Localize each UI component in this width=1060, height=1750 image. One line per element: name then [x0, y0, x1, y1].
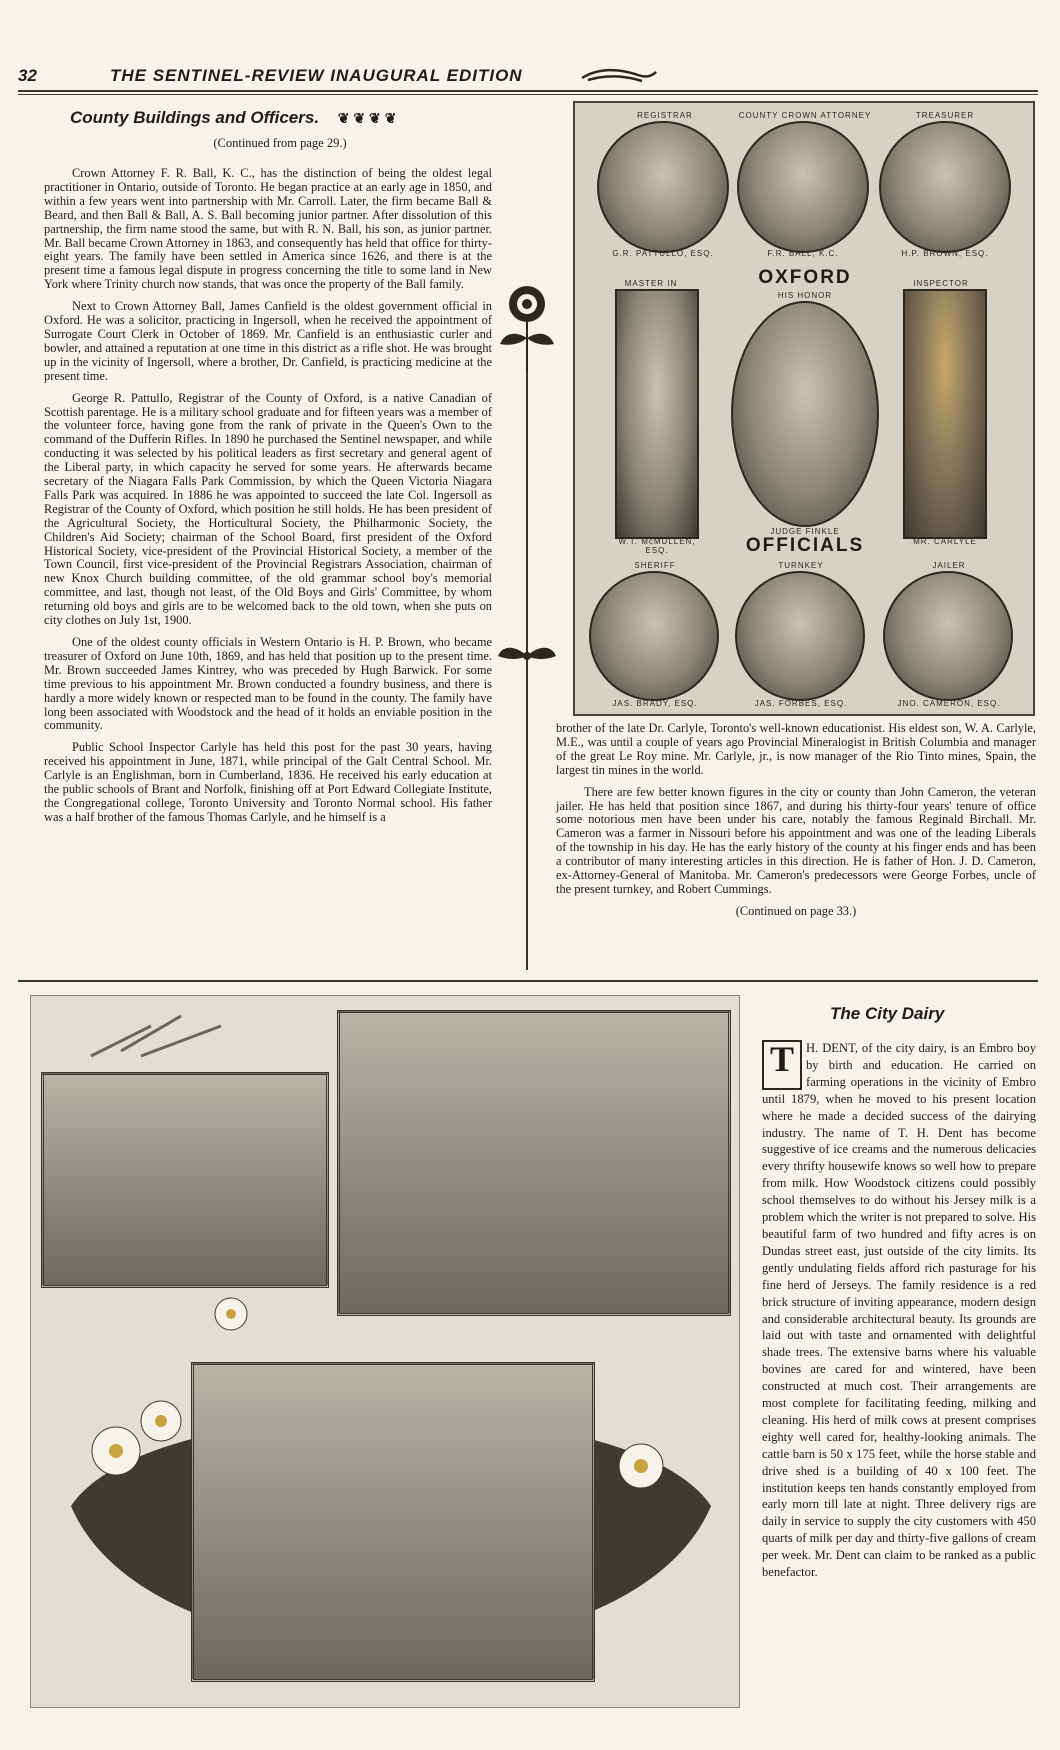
label-sheriff: SHERIFF [634, 561, 676, 570]
barns-photo [337, 1010, 731, 1316]
section-rule [18, 980, 1038, 982]
paragraph: George R. Pattullo, Registrar of the County of Oxford, is a native Canadian of Scottish parentage. He is a military school graduate and for fifteen years was a member of the volunteer force, having gone from the rank of private in the Queen's Own to the command of the Dufferin Rifles. In 1890 he purchased the Sentinel newspaper, and while conducting it was selected by his political leaders as first secretary and general agent of the Liberal party, in which capacity he served for some years. He afterwards became secretary of the Niagara Falls Park Commission, by which the Queen Victoria Niagara Falls Park was acquired. In 1886 he was appointed to succeed the late Col. Ingersoll as Registrar of the County of Oxford, which position he still holds. He has been president of the Agricultural Society, the Horticultural Society, the Philharmonic Society, the Children's Aid Society; chairman of the School Board, first president of the Oxford Historical Society, vice-president of the Provincial Historical Society, a member of the Town Council, first vice-president of the Provincial Registrars Association, chairman of new Knox Church building committee, of the old grammar school boy's memorial committee, and last, though not least, of the Old Boys and Girls' Committee, by whom returning old boys and girls are to be welcomed back to the old town, when she puts on city clothes on July 1st, 1900. [44, 390, 492, 628]
paragraph: There are few better known figures in the city or county than John Cameron, the veteran jailer. He has held that position since 1867, and during his thirty-four years' tenure of office some notorious men have been under his care, notably the famous Reginald Birchall. Mr. Cameron was a farmer in Nissouri before his appointment and was one of the leading Liberals of the township in his day. He has the early history of the county at his finger ends and has been a contributor of many interesting articles in this direction. He is father of Hon. J. D. Cameron, ex-Attorney-General of Manitoba. Mr. Cameron's predecessors were George Forbes, uncle of the present turnkey, and Robert Cummings. [556, 784, 1036, 896]
name-sheriff: JAS. BRADY, ESQ. [612, 699, 698, 708]
paragraph: brother of the late Dr. Carlyle, Toronto's well-known educationist. His eldest son, W. A. Carlyle, M.E., was until a couple of years ago Provincial Mineralogist in British Columbia and manager of the great Le Roy mine. Mr. Carlyle, jr., is now manager of the Rio Tinto mines, Spain, the largest tin mines in the world. [556, 721, 1036, 777]
leaf-ornament-icon [496, 636, 558, 676]
officials-photo-panel [573, 101, 1035, 716]
portrait-jailer [883, 571, 1013, 701]
panel-heading-officials: OFFICIALS [745, 535, 865, 556]
continued-on: (Continued on page 33.) [735, 903, 857, 918]
article-body [44, 167, 492, 833]
dairy-illustration-panel [30, 995, 740, 1708]
name-registrar: G.R. PATTULLO, ESQ. [612, 249, 714, 258]
portrait-judge [731, 301, 879, 527]
portrait-treasurer [879, 121, 1011, 253]
label-turnkey: TURNKEY [778, 561, 824, 570]
dairy-text: H. DENT, of the city dairy, is an Embro boy by birth and education. He carried on farming operations in the vicinity of Embro until 1879, when he moved to his present location where he made a decided success of the dairying industry. The name of T. H. Dent has become suggestive of ice creams and the numerous delicacies every thrifty housewife knows so well how to prepare from milk. How Woodstock citizens could possibly school themselves to do without his Jersey milk is a problem which the writer is not prepared to solve. His beautiful farm of two hundred and fifty acres is on Dundas street east, just outside of the city limits. Its gently undulating fields afford rich pasturage for his fine herd of Jerseys. The family residence is a red brick structure of inviting appearance, modern design and considerable architectural beauty. Its grounds are laid out with taste and ornamented with delightful shade trees. The extensive barns where his valuable bovines are cared for and wintered, have been constructed at much cost. Their arrangements are most complete for facilitating feeding, milking and cleaning. His herd of milk cows at present comprises eighty well cared for, healthy-looking animals. The cattle barn is 50 x 175 feet, while the horse stable and drive shed is a building of 40 x 100 feet. The institution keeps ten hands constantly employed from early morn till late at night. Three delivery rigs are daily in service to supply the city customers with 450 quarts of milk per day and thirty-five gallons of cream per week. Mr. Dent can claim to be ranked as a public benefactor. [762, 1041, 1036, 1580]
name-treasurer: H.P. BROWN, ESQ. [901, 249, 989, 258]
portrait-inspector [903, 289, 987, 539]
label-treasurer: TREASURER [915, 111, 975, 120]
label-master-in-chancery: MASTER IN [624, 279, 678, 288]
label-crown-attorney: COUNTY CROWN ATTORNEY [738, 111, 872, 120]
paragraph: Crown Attorney F. R. Ball, K. C., has the distinction of being the oldest legal practitioner in Ontario, outside of Toronto. He began practice at an early age in 1850, and within a few years went into partnership with Mr. Carroll. Later, the firm became Ball & Beard, and then Ball & Ball, A. S. Ball becoming junior partner. After dissolution of this partnership, the firm name stood the same, but with R. N. Ball, his son, as junior partner. Mr. Ball became Crown Attorney in 1863, and consequently has held that office for thirty-eight years. The family have been settled in America since 1626, and there is at the present time a famous legal dispute in progress concerning the title to some land in New York where Trinity church now stands, that was once the property of the Ball family. [44, 166, 492, 292]
label-his-honor: HIS HONOR [777, 291, 833, 300]
fleuron-ornament-icon: ❦ ❦ ❦ ❦ [337, 110, 397, 126]
label-jailer: JAILER [932, 561, 966, 570]
panel-heading-oxford: OXFORD [758, 267, 852, 288]
header-rule-thin [18, 94, 1038, 95]
name-master-in-chancery: W.T. McMULLEN, ESQ. [618, 537, 696, 555]
publication-title: THE SENTINEL-REVIEW INAUGURAL EDITION [110, 66, 523, 85]
page-header [18, 62, 1038, 92]
name-crown-attorney: F.R. BALL, K.C. [767, 249, 839, 258]
name-jailer: JNO. CAMERON, ESQ. [897, 699, 1001, 708]
label-inspector: INSPECTOR [913, 279, 969, 288]
rose-ornament-icon [496, 282, 558, 372]
continued-from: (Continued from page 29.) [213, 136, 347, 150]
portrait-sheriff [589, 571, 719, 701]
dropcap: T [762, 1040, 802, 1090]
paragraph: Public School Inspector Carlyle has held this post for the past 30 years, having received his appointment in June, 1871, while principal of the Galt Central School. Mr. Carlyle is an Englishman, born in Cumberland, 1836. He received his early education at the public schools of Brant and Norfolk, finishing off at Port Edward Collegiate Institute, the Congregational college, Toronto University and Toronto Normal school. His father was a half brother of the famous Thomas Carlyle, and he himself is a [44, 740, 492, 824]
article-title [70, 108, 396, 128]
paragraph: Next to Crown Attorney Ball, James Canfield is the oldest government official in Oxford. He was a solicitor, practicing in Ingersoll, when he received the appointment of Surrogate Court Clerk in October of 1869. Mr. Canfield is an enthusiastic curler and bowler, and attained a reputation at one time in this district as a rifle shot. He was brought up in the vicinity of Ingersoll, where a brother, Dr. Canfield, is practicing medicine at the present time. [44, 299, 492, 383]
paragraph: One of the oldest county officials in Western Ontario is H. P. Brown, who became treasurer of Oxford on June 10th, 1869, and has held that position up to the present time. Mr. Brown succeeded James Kintrey, who was preceded by Hugh Barwick. For some time previous to his appointment Mr. Brown conducted a foundry business, and there is hardly a more widely known or respected man to be found in the county. The family have long been associated with Woodstock and the head of it holds an enviable position in the community. [44, 635, 492, 733]
right-column-body [556, 722, 1036, 919]
label-registrar: REGISTRAR [637, 111, 693, 120]
name-judge: JUDGE FINKLE [770, 527, 840, 536]
dropcap-spacer [762, 1040, 806, 1090]
page-number: 32 [18, 66, 37, 85]
header-rule [18, 90, 1038, 92]
article-title-text: County Buildings and Officers. [70, 108, 320, 127]
dairy-body [762, 1040, 1036, 1581]
portrait-master-in-chancery [615, 289, 699, 539]
cattle-photo [191, 1362, 595, 1682]
portrait-crown-attorney [737, 121, 869, 253]
farmhouse-photo [41, 1072, 329, 1288]
name-turnkey: JAS. FORBES, ESQ. [754, 699, 848, 708]
portrait-registrar [597, 121, 729, 253]
swash-ornament-icon [578, 66, 658, 86]
dairy-title: The City Dairy [830, 1004, 945, 1023]
portrait-turnkey [735, 571, 865, 701]
name-inspector: MR. CARLYLE [913, 537, 977, 546]
